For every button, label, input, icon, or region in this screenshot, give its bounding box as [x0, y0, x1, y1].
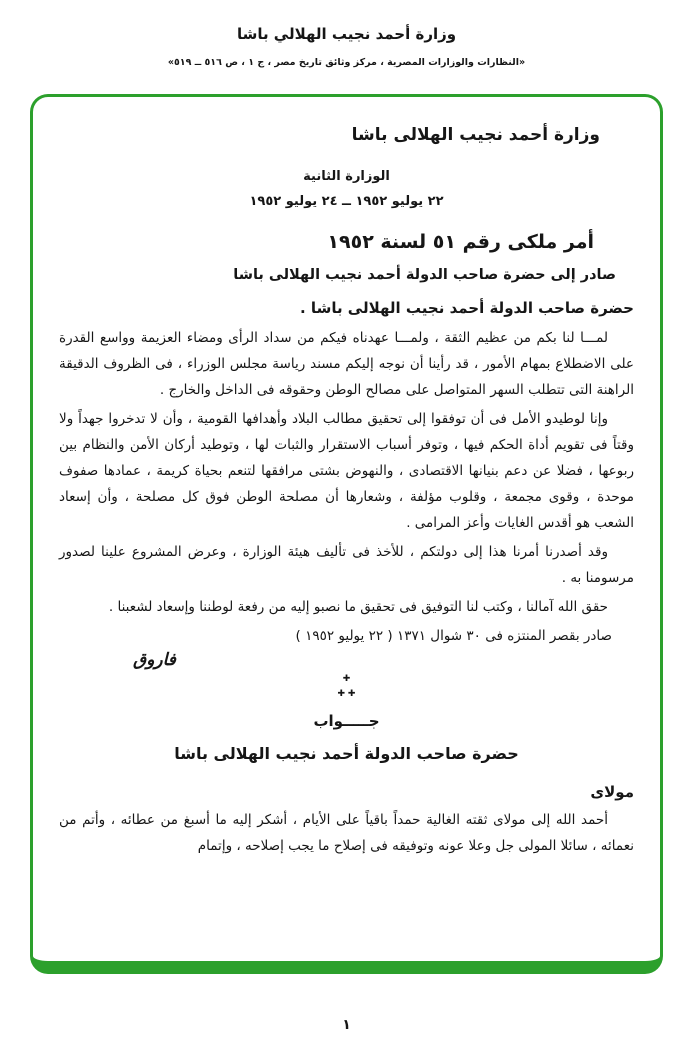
ministry-title: وزارة أحمد نجيب الهلالى باشا: [351, 125, 600, 145]
page-header-title: وزارة أحمد نجيب الهلالي باشا: [236, 25, 457, 43]
ornament-line-2: ✚ ✚: [337, 689, 356, 699]
page-header: [0, 0, 693, 68]
paragraph: أحمد الله إلى مولاى ثقته الغالية حمداً باقياً على الأيام ، أشكر إليه ما أسبغ من عطائه ، وأتم من نعمائه ، سائلا المولى جل وعلا عونه وتوفيقه فى إصلاح ما يجب إصلاحه ، وإتمام: [59, 812, 634, 854]
decree-subtitle: صادر إلى حضرة صاحب الدولة أحمد نجيب الهلالى باشا: [233, 267, 616, 283]
ornament-line-1: ✚: [342, 674, 351, 684]
document-frame: [30, 94, 663, 974]
page-number: ١: [342, 1017, 351, 1033]
divider-ornament-icon: [59, 672, 634, 702]
paragraph: حقق الله آمالنا ، وكتب لنا التوفيق فى تحقيق ما نصبو إليه من رفعة لوطننا وإسعاد لشعبنا .: [108, 599, 608, 615]
reply-body: [59, 807, 634, 859]
paragraph: وإنا لوطيدو الأمل فى أن توفقوا إلى تحقيق مطالب البلاد وأهدافها القومية ، وأن لا تدخروا جهداً ولا وقتاً فى تقويم أداة الحكم فيها ، وتوفر أسباب الاستقرار والثبات لها ، وتوطيد أركان الأمن والنظام بين ربوعها ، فضلا عن دعم بنيانها الاقتصادى ، والنهوض بشتى مرافقها لتنعم بحياة كريمة ، عمادها صفوف موحدة ، وقوى مجمعة ، وقلوب مؤلفة ، وشعارها أن مصلحة الوطن فوق كل مصلحة ، وأن إسعاد الشعب هو أقدس الغايات وأعز المرامى .: [59, 411, 634, 531]
issued-line: صادر بقصر المنتزه فى ٣٠ شوال ١٣٧١ ( ٢٢ يوليو ١٩٥٢ ): [295, 628, 612, 644]
decree-title: أمر ملكى رقم ٥١ لسنة ١٩٥٢: [327, 231, 594, 253]
cabinet-label: الوزارة الثانية: [303, 169, 390, 184]
paragraph: لمـــا لنا بكم من عظيم الثقة ، ولمـــا عهدناه فيكم من سداد الرأى ومضاء العزيمة وواسع القدرة على الاضطلاع بمهام الأمور ، قد رأينا أن نوجه إليكم مسند رياسة مجلس الوزراء ، فى الظروف الدقيقة الراهنة التى تتطلب السهر المتواصل على مصالح الوطن وحقوقه فى الداخل والخارج .: [59, 330, 634, 398]
reply-vocative: مولاى: [590, 783, 634, 801]
royal-signature: فاروق: [133, 650, 176, 670]
reply-title: جـــــواب: [313, 712, 380, 730]
decree-salutation: حضرة صاحب الدولة أحمد نجيب الهلالى باشا .: [300, 299, 634, 317]
date-range: ٢٢ يوليو ١٩٥٢ ــ ٢٤ يوليو ١٩٥٢: [249, 194, 444, 209]
reply-salutation: حضرة صاحب الدولة أحمد نجيب الهلالى باشا: [174, 744, 519, 763]
source-citation: «النظارات والوزارات المصرية ، مركز وثائق تاريخ مصر ، ج ١ ، ص ٥١٦ ــ ٥١٩»: [167, 57, 526, 68]
paragraph: وقد أصدرنا أمرنا هذا إلى دولتكم ، للأخذ فى تأليف هيئة الوزارة ، وعرض المشروع علينا لصدور مرسومنا به .: [59, 544, 634, 586]
decree-body: [59, 325, 634, 620]
